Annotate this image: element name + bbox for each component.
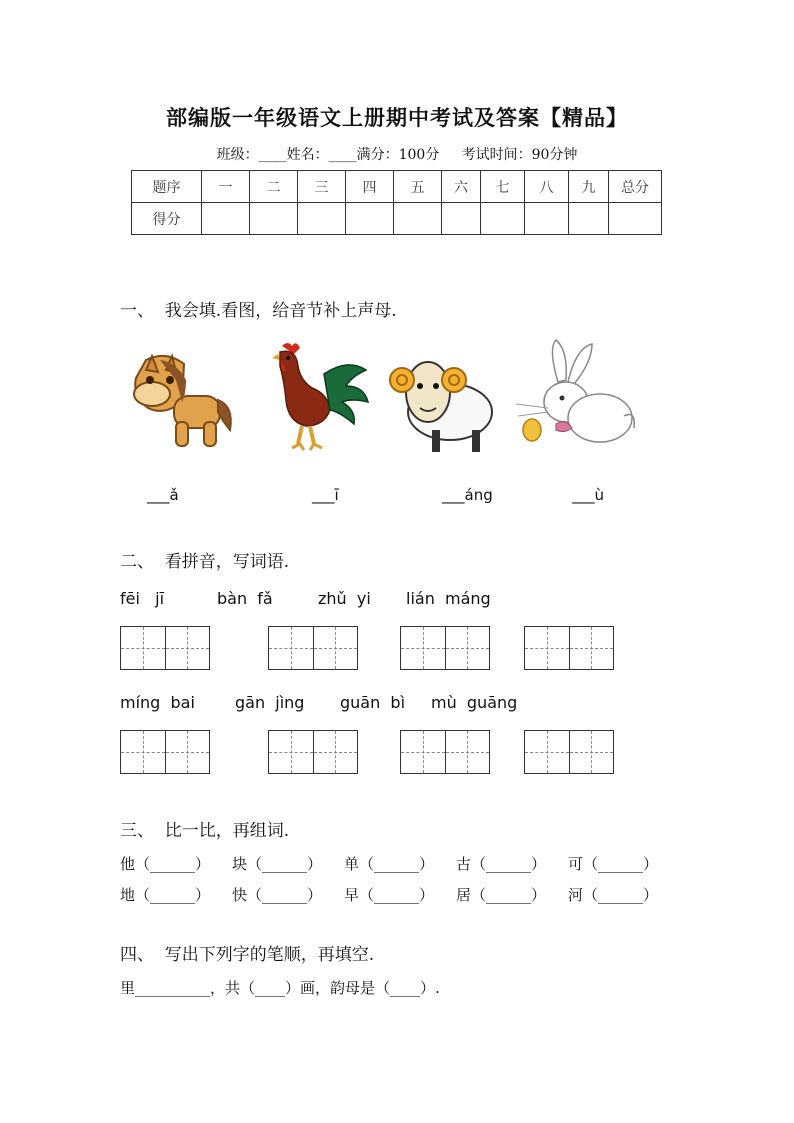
score-cell[interactable] — [202, 203, 250, 235]
score-header-cell: 七 — [481, 171, 525, 203]
sheep-icon — [386, 350, 500, 458]
writing-grid[interactable] — [120, 626, 210, 670]
score-cell[interactable] — [609, 203, 662, 235]
score-header-cell: 五 — [394, 171, 442, 203]
score-cell[interactable] — [346, 203, 394, 235]
q2-pinyin-2: bàn fǎ — [217, 589, 273, 608]
score-table-score-row — [132, 203, 662, 235]
writing-grid[interactable] — [400, 730, 490, 774]
q3-item[interactable]: 快（______） — [232, 886, 323, 904]
writing-grid[interactable] — [524, 626, 614, 670]
score-header-cell: 六 — [442, 171, 481, 203]
score-cell[interactable] — [442, 203, 481, 235]
q3-item[interactable]: 古（______） — [456, 855, 547, 873]
q3-heading: 三、 比一比，再组词. — [120, 821, 290, 841]
score-header-cell: 八 — [525, 171, 569, 203]
score-cell[interactable] — [394, 203, 442, 235]
q2-pinyin-5: míng bai — [120, 693, 195, 712]
score-header-cell: 总分 — [609, 171, 662, 203]
q2-pinyin-8: mù guāng — [431, 693, 518, 712]
rabbit-icon — [512, 338, 640, 450]
q1-blank-3[interactable]: ___áng — [442, 486, 493, 504]
horse-icon — [126, 350, 238, 454]
q3-item[interactable]: 居（______） — [456, 886, 547, 904]
score-header-cell: 题序 — [132, 171, 202, 203]
q3-item[interactable]: 河（______） — [568, 886, 659, 904]
writing-grid[interactable] — [120, 730, 210, 774]
score-header-cell: 一 — [202, 171, 250, 203]
score-cell[interactable] — [525, 203, 569, 235]
q2-pinyin-6: gān jìng — [235, 693, 305, 712]
score-table-header-row — [132, 171, 662, 203]
score-header-cell: 九 — [569, 171, 609, 203]
writing-grid[interactable] — [524, 730, 614, 774]
page-title: 部编版一年级语文上册期中考试及答案【精品】 — [166, 105, 628, 130]
score-row-label: 得分 — [132, 203, 202, 235]
student-info-line: 班级：____姓名：____满分：100分 考试时间：90分钟 — [216, 147, 578, 163]
q3-item[interactable]: 他（______） — [120, 855, 211, 873]
writing-grid[interactable] — [268, 730, 358, 774]
q3-item[interactable]: 单（______） — [344, 855, 435, 873]
score-cell[interactable] — [481, 203, 525, 235]
q2-pinyin-7: guān bì — [340, 693, 406, 712]
q3-item[interactable]: 地（______） — [120, 886, 211, 904]
score-cell[interactable] — [569, 203, 609, 235]
q2-pinyin-1: fēi jī — [120, 589, 165, 608]
q4-line[interactable]: 里__________，共（____）画，韵母是（____）. — [120, 979, 440, 997]
score-table — [131, 170, 662, 235]
writing-grid[interactable] — [400, 626, 490, 670]
score-header-cell: 四 — [346, 171, 394, 203]
q1-heading: 一、 我会填.看图，给音节补上声母. — [120, 301, 397, 321]
rooster-icon — [268, 340, 372, 458]
writing-grid[interactable] — [268, 626, 358, 670]
q1-blank-4[interactable]: ___ù — [572, 486, 605, 504]
q2-pinyin-3: zhǔ yi — [318, 589, 371, 608]
q1-blank-1[interactable]: ___ǎ — [147, 486, 179, 504]
q3-item[interactable]: 块（______） — [232, 855, 323, 873]
score-header-cell: 二 — [250, 171, 298, 203]
score-cell[interactable] — [298, 203, 346, 235]
q3-item[interactable]: 早（______） — [344, 886, 435, 904]
q3-item[interactable]: 可（______） — [568, 855, 659, 873]
q4-heading: 四、 写出下列字的笔顺，再填空. — [120, 945, 375, 965]
score-cell[interactable] — [250, 203, 298, 235]
score-header-cell: 三 — [298, 171, 346, 203]
q2-heading: 二、 看拼音，写词语. — [120, 552, 290, 572]
q2-pinyin-4: lián máng — [406, 589, 491, 608]
q1-blank-2[interactable]: ___ī — [312, 486, 339, 504]
